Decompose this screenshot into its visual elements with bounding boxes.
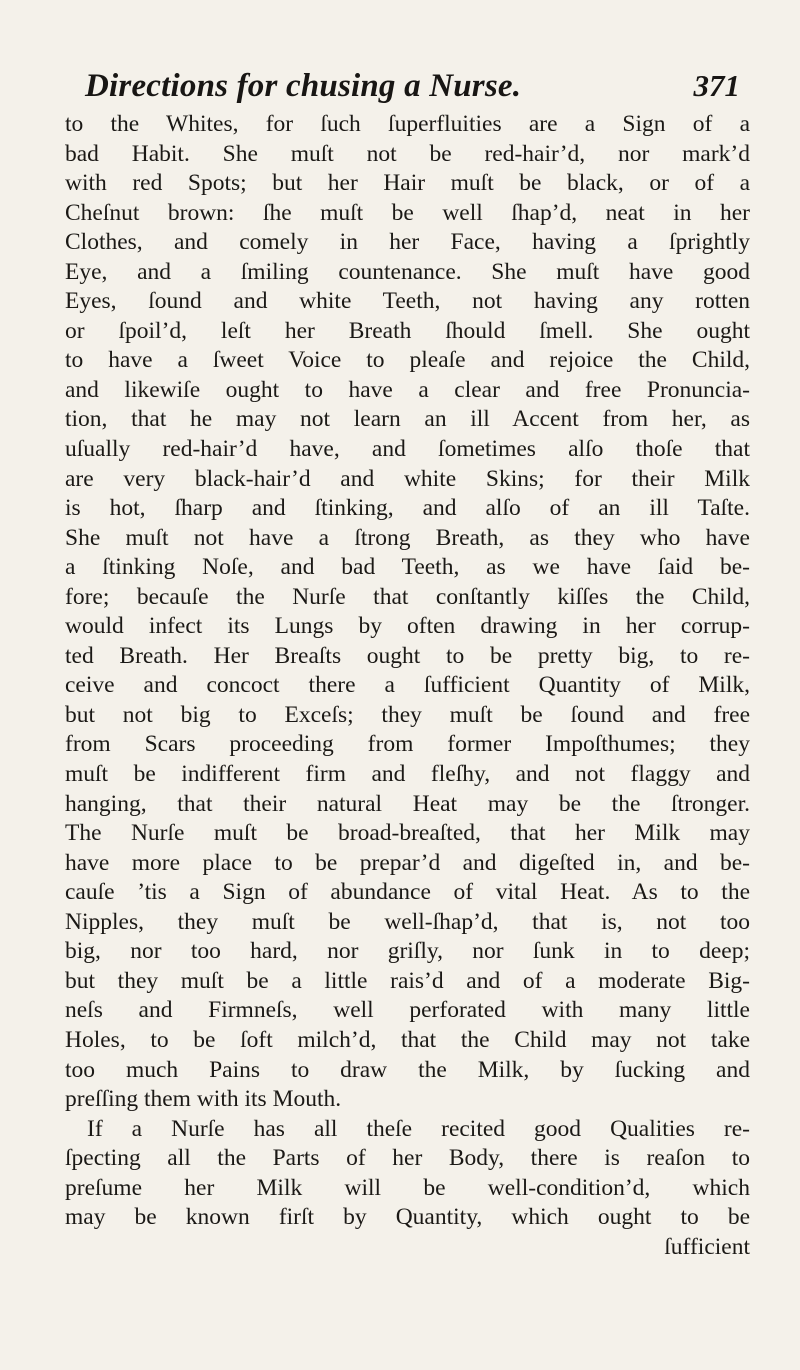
text-line: cauſe ’tis a Sign of abundance of vital Heat. As to the	[65, 879, 750, 906]
text-line: ceive and concoct there a ſufficient Quantity of Milk,	[65, 672, 750, 699]
text-line: Eye, and a ſmiling countenance. She muſt have good	[65, 258, 750, 285]
text-line: fore; becauſe the Nurſe that conſtantly kiſſes the Child,	[65, 583, 750, 610]
text-line: with red Spots; but her Hair muſt be black, or of a	[65, 170, 750, 197]
text-line: neſs and Firmneſs, well perforated with many little	[65, 997, 750, 1024]
page-number: 371	[693, 68, 740, 103]
text-line: to have a ſweet Voice to pleaſe and rejoice the Child,	[65, 347, 750, 374]
text-line: a ſtinking Noſe, and bad Teeth, as we have ſaid be-	[65, 554, 750, 581]
text-line: but they muſt be a little rais’d and of a moderate Big-	[65, 967, 750, 994]
text-line: Cheſnut brown: ſhe muſt be well ſhap’d, neat in her	[65, 199, 750, 226]
text-line: Clothes, and comely in her Face, having a ſprightly	[65, 229, 750, 256]
text-line: tion, that he may not learn an ill Accent from her, as	[65, 406, 750, 433]
text-line: ſpecting all the Parts of her Body, there is reaſon to	[65, 1145, 750, 1172]
text-line: too much Pains to draw the Milk, by ſucking and	[65, 1056, 750, 1083]
text-line: Eyes, ſound and white Teeth, not having any rotten	[65, 288, 750, 315]
text-line: If a Nurſe has all theſe recited good Qualities re-	[87, 1115, 750, 1142]
text-line: are very black-hair’d and white Skins; for their Milk	[65, 465, 750, 492]
text-line: ted Breath. Her Breaſts ought to be pretty big, to re-	[65, 642, 750, 669]
text-line: have more place to be prepar’d and digeſted in, and be-	[65, 849, 750, 876]
text-line: may be known firſt by Quantity, which ought to be	[65, 1204, 750, 1231]
text-line: muſt be indifferent firm and fleſhy, and not flaggy and	[65, 761, 750, 788]
text-line: would infect its Lungs by often drawing in her corrup-	[65, 613, 750, 640]
text-line: uſually red-hair’d have, and ſometimes alſo thoſe that	[65, 436, 750, 463]
text-line: Holes, to be ſoft milch’d, that the Child may not take	[65, 1026, 750, 1053]
text-line: Nipples, they muſt be well-ſhap’d, that is, not too	[65, 908, 750, 935]
text-line: big, nor too hard, nor griſly, nor ſunk in to deep;	[65, 938, 750, 965]
text-line: She muſt not have a ſtrong Breath, as they who have	[65, 524, 750, 551]
text-line: The Nurſe muſt be broad-breaſted, that her Milk may	[65, 820, 750, 847]
running-head	[85, 62, 740, 110]
text-line: from Scars proceeding from former Impoſthumes; they	[65, 731, 750, 758]
text-line: preſume her Milk will be well-condition’d, which	[65, 1174, 750, 1201]
text-line: is hot, ſharp and ſtinking, and alſo of an ill Taſte.	[65, 495, 750, 522]
text-line: or ſpoil’d, leſt her Breath ſhould ſmell. She ought	[65, 317, 750, 344]
text-line: but not big to Exceſs; they muſt be ſound and free	[65, 701, 750, 728]
body-text	[65, 110, 750, 1262]
catchword: ſufficient	[664, 1233, 750, 1260]
text-line: preſſing them with its Mouth.	[65, 1086, 342, 1113]
text-line: to the Whites, for ſuch ſuperfluities are a Sign of a	[65, 111, 750, 137]
text-line: hanging, that their natural Heat may be the ſtronger.	[65, 790, 750, 817]
text-line: bad Habit. She muſt not be red-hair’d, nor mark’d	[65, 140, 750, 167]
text-line: and likewiſe ought to have a clear and free Pronuncia-	[65, 376, 750, 403]
running-title: Directions for chusing a Nurse.	[85, 68, 522, 104]
